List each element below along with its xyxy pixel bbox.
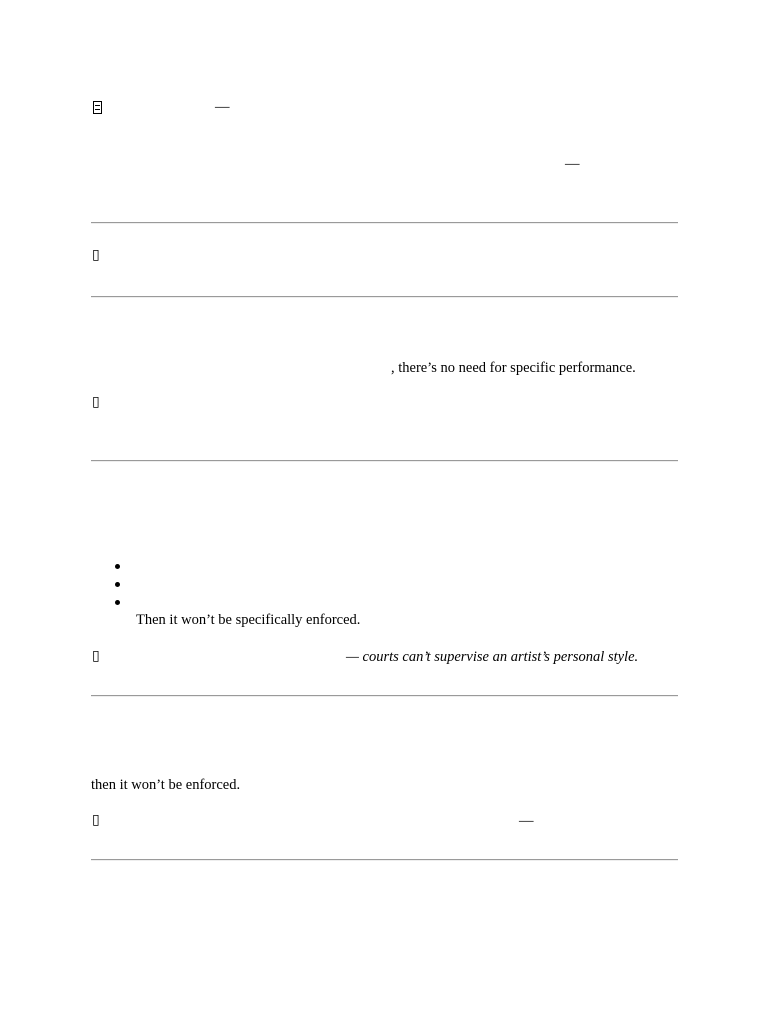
list-bullet <box>115 564 120 569</box>
list-bullet <box>115 582 120 587</box>
list-bullet <box>115 600 120 605</box>
divider-2 <box>91 296 678 298</box>
missing-glyph-icon: ▯ <box>92 248 100 263</box>
divider-4 <box>91 695 678 697</box>
artist-style-note: — courts can’t supervise an artist’s personal style. <box>346 649 639 665</box>
dash-1: — <box>215 99 230 115</box>
missing-glyph-icon: ▯ <box>92 395 100 410</box>
enforcement-text: then it won’t be enforced. <box>91 777 241 793</box>
missing-glyph-icon <box>93 101 102 114</box>
specific-performance-text: , there’s no need for specific performance. <box>391 360 636 376</box>
missing-glyph-icon: ▯ <box>92 649 100 664</box>
divider-3 <box>91 460 678 462</box>
dash-2: — <box>565 156 580 172</box>
missing-glyph-icon: ▯ <box>92 813 100 828</box>
divider-5 <box>91 859 678 861</box>
list-tail-text: Then it won’t be specifically enforced. <box>136 612 361 628</box>
divider-1 <box>91 222 678 224</box>
dash-3: — <box>519 813 534 829</box>
